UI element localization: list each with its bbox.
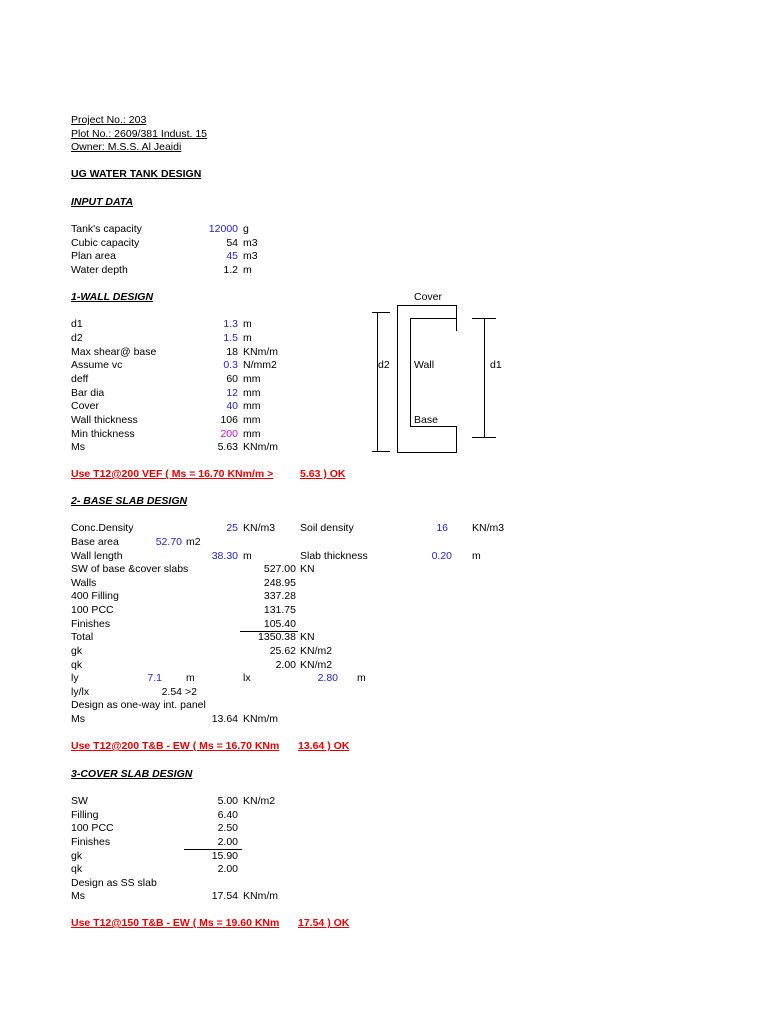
walls-label: Walls <box>71 577 97 589</box>
soil-density-value: 16 <box>436 522 448 534</box>
input-unit: m3 <box>243 250 258 262</box>
lx-label: lx <box>243 672 251 684</box>
ly-label: ly <box>71 672 79 684</box>
cover-design-note: Design as SS slab <box>71 877 157 889</box>
wall-unit: N/mm2 <box>243 359 277 371</box>
wall-unit: mm <box>243 387 261 399</box>
diagram-line <box>372 451 390 452</box>
wall-value: 40 <box>226 400 238 412</box>
walls-value: 248.95 <box>263 577 296 589</box>
base-heading: 2- BASE SLAB DESIGN <box>71 495 188 507</box>
filling-value: 337.28 <box>263 590 296 602</box>
cover-qk-label: qk <box>71 863 83 875</box>
wall-length-value: 38.30 <box>211 550 238 562</box>
cover-gk-value: 15.90 <box>211 850 238 862</box>
base-area-unit: m2 <box>186 536 201 548</box>
input-label: Water depth <box>71 264 128 276</box>
owner: Owner: M.S.S. Al Jeaidi <box>71 141 182 153</box>
input-label: Cubic capacity <box>71 237 140 249</box>
diagram-label-d2: d2 <box>378 359 390 371</box>
cover-pcc-label: 100 PCC <box>71 822 114 834</box>
cover-ms-value: 17.54 <box>211 890 238 902</box>
input-unit: m3 <box>243 237 258 249</box>
base-ms-label: Ms <box>71 713 85 725</box>
diagram-line <box>397 452 457 453</box>
wall-unit: m <box>243 332 252 344</box>
base-area-label: Base area <box>71 536 119 548</box>
wall-value: 60 <box>226 373 238 385</box>
diagram-line <box>397 305 398 453</box>
input-value: 1.2 <box>223 264 238 276</box>
input-label: Plan area <box>71 250 116 262</box>
wall-label: Ms <box>71 441 85 453</box>
cover-ms-label: Ms <box>71 890 85 902</box>
wall-result-value: 5.63 ) OK <box>300 468 346 480</box>
wall-value: 0.3 <box>223 359 238 371</box>
lx-value: 2.80 <box>317 672 338 684</box>
wall-unit: mm <box>243 428 261 440</box>
input-heading: INPUT DATA <box>71 196 134 208</box>
filling-label: 400 Filling <box>71 590 119 602</box>
qk-value: 2.00 <box>275 659 296 671</box>
ly-unit: m <box>186 672 195 684</box>
wall-unit: KNm/m <box>243 346 278 358</box>
wall-result: Use T12@200 VEF ( Ms = 16.70 KNm/m > <box>71 468 274 480</box>
cover-sw-label: SW <box>71 795 88 807</box>
wall-value: 1.5 <box>223 332 238 344</box>
cover-result: Use T12@150 T&B - EW ( Ms = 19.60 KNm <box>71 917 280 929</box>
gk-unit: KN/m2 <box>300 645 333 657</box>
total-unit: KN <box>300 631 315 643</box>
wall-value: 1.3 <box>223 318 238 330</box>
wall-label: Min thickness <box>71 428 135 440</box>
cover-sw-value: 5.00 <box>217 795 238 807</box>
ratio-label: ly/lx <box>71 686 90 698</box>
input-label: Tank's capacity <box>71 223 142 235</box>
wall-value: 5.63 <box>217 441 238 453</box>
ratio-value: 2.54 <box>161 686 182 698</box>
lx-unit: m <box>357 672 366 684</box>
wall-unit: mm <box>243 414 261 426</box>
plot-no: Plot No.: 2609/381 Indust. 15 <box>71 128 208 140</box>
project-no: Project No.: 203 <box>71 114 147 126</box>
wall-length-unit: m <box>243 550 252 562</box>
cover-heading: 3-COVER SLAB DESIGN <box>71 768 193 780</box>
wall-label: Assume vc <box>71 359 123 371</box>
diagram-line <box>484 318 485 438</box>
sw-value: 527.00 <box>263 563 296 575</box>
slab-thickness-value: 0.20 <box>431 550 452 562</box>
finishes-label: Finishes <box>71 618 111 630</box>
cover-ms-unit: KNm/m <box>243 890 278 902</box>
base-result: Use T12@200 T&B - EW ( Ms = 16.70 KNm <box>71 740 280 752</box>
wall-label: d2 <box>71 332 83 344</box>
cover-finishes-value: 2.00 <box>217 836 238 848</box>
finishes-value: 105.40 <box>263 618 296 630</box>
input-unit: g <box>243 223 249 235</box>
wall-unit: m <box>243 318 252 330</box>
wall-unit: mm <box>243 400 261 412</box>
diagram-line <box>410 426 457 427</box>
wall-heading: 1-WALL DESIGN <box>71 291 154 303</box>
gk-value: 25.62 <box>269 645 296 657</box>
wall-length-label: Wall length <box>71 550 123 562</box>
total-value: 1350.38 <box>258 631 296 643</box>
wall-unit: KNm/m <box>243 441 278 453</box>
wall-label: Bar dia <box>71 387 105 399</box>
wall-label: Max shear@ base <box>71 346 157 358</box>
qk-unit: KN/m2 <box>300 659 333 671</box>
diagram-line <box>372 312 390 313</box>
conc-density-value: 25 <box>226 522 238 534</box>
wall-value: 106 <box>220 414 238 426</box>
base-ms-unit: KNm/m <box>243 713 278 725</box>
page-title: UG WATER TANK DESIGN <box>71 168 202 180</box>
base-area-value: 52.70 <box>155 536 182 548</box>
diagram-line <box>410 318 457 319</box>
wall-unit: mm <box>243 373 261 385</box>
cover-result-value: 17.54 ) OK <box>298 917 350 929</box>
wall-label: Wall thickness <box>71 414 138 426</box>
conc-density-unit: KN/m3 <box>243 522 276 534</box>
total-label: Total <box>71 631 94 643</box>
cover-filling-value: 6.40 <box>217 809 238 821</box>
sw-unit: KN <box>300 563 315 575</box>
wall-label: d1 <box>71 318 83 330</box>
qk-label: qk <box>71 659 83 671</box>
pcc-label: 100 PCC <box>71 604 114 616</box>
cover-gk-label: gk <box>71 850 83 862</box>
cover-finishes-label: Finishes <box>71 836 111 848</box>
cover-sw-unit: KN/m2 <box>243 795 276 807</box>
diagram-line <box>397 305 457 306</box>
wall-value: 12 <box>226 387 238 399</box>
diagram-line <box>410 318 411 426</box>
base-result-value: 13.64 ) OK <box>298 740 350 752</box>
base-ms-value: 13.64 <box>211 713 238 725</box>
cover-filling-label: Filling <box>71 809 99 821</box>
diagram-label-cover: Cover <box>414 291 443 303</box>
wall-label: Cover <box>71 400 100 412</box>
ly-value: 7.1 <box>147 672 162 684</box>
diagram-line <box>456 426 457 453</box>
soil-density-unit: KN/m3 <box>472 522 505 534</box>
input-value: 12000 <box>208 223 238 235</box>
cover-pcc-value: 2.50 <box>217 822 238 834</box>
diagram-label-d1: d1 <box>490 359 502 371</box>
diagram-line <box>377 312 378 452</box>
input-unit: m <box>243 264 252 276</box>
soil-density-label: Soil density <box>300 522 354 534</box>
base-design-note: Design as one-way int. panel <box>71 699 206 711</box>
gk-label: gk <box>71 645 83 657</box>
cover-qk-value: 2.00 <box>217 863 238 875</box>
ratio-note: >2 <box>185 686 197 698</box>
slab-thickness-label: Slab thickness <box>300 550 368 562</box>
wall-value: 200 <box>220 428 238 440</box>
slab-thickness-unit: m <box>472 550 481 562</box>
pcc-value: 131.75 <box>263 604 296 616</box>
wall-value: 18 <box>226 346 238 358</box>
diagram-line <box>472 437 496 438</box>
input-value: 45 <box>226 250 238 262</box>
diagram-label-base: Base <box>414 414 438 426</box>
wall-label: deff <box>71 373 89 385</box>
conc-density-label: Conc.Density <box>71 522 134 534</box>
diagram-line <box>456 305 457 331</box>
sw-label: SW of base &cover slabs <box>71 563 189 575</box>
diagram-label-wall: Wall <box>414 359 435 371</box>
input-value: 54 <box>226 237 238 249</box>
